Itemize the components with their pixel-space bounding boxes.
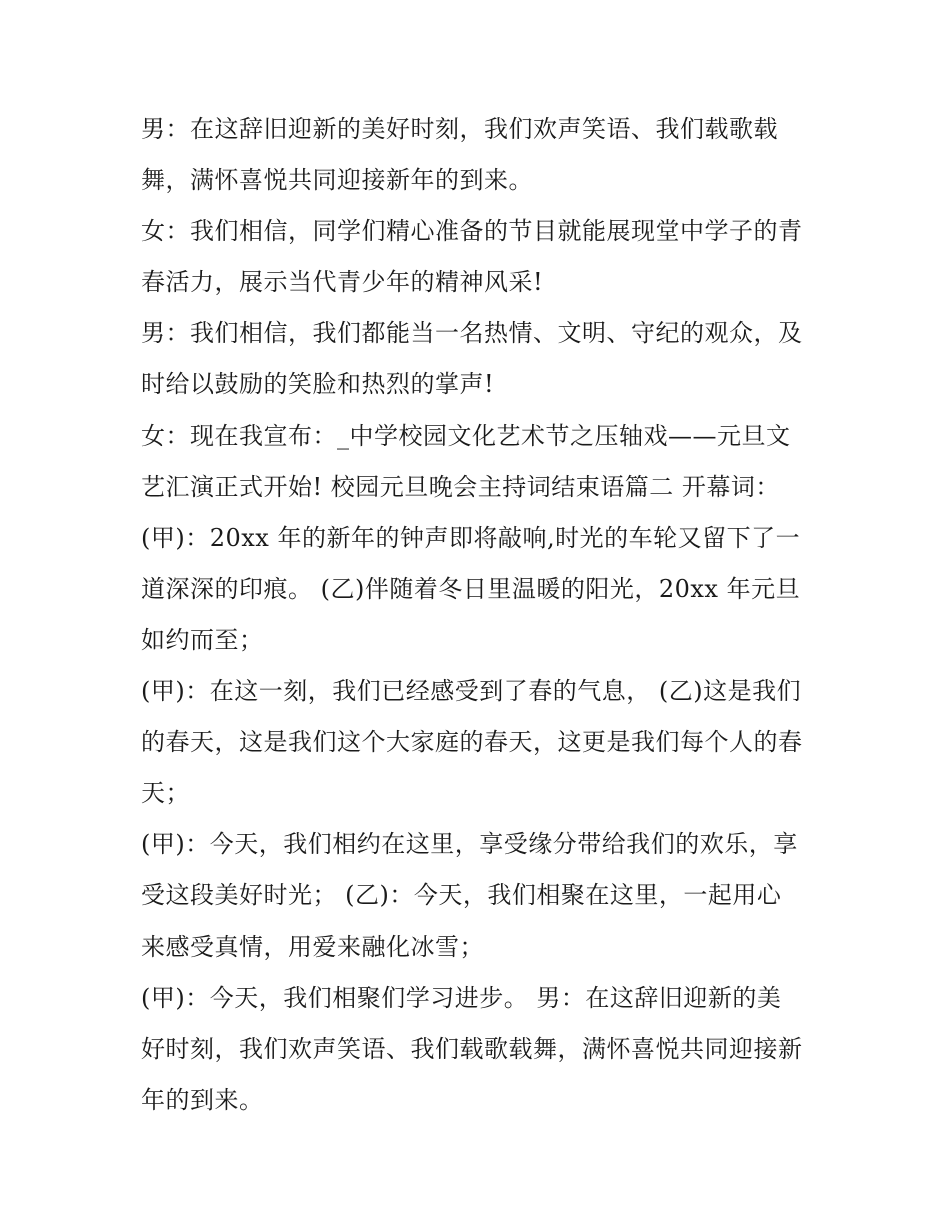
text-line: 春活力，展示当代青少年的精神风采! bbox=[141, 268, 544, 297]
text-line: 受这段美好时光； (乙)：今天，我们相聚在这里，一起用心 bbox=[141, 881, 782, 910]
text-line: (甲)：今天，我们相约在这里，享受缘分带给我们的欢乐，享 bbox=[141, 830, 798, 859]
text-line: (甲)：20xx 年的新年的钟声即将敲响,时光的车轮又留下了一 bbox=[141, 523, 801, 552]
text-line: 时给以鼓励的笑脸和热烈的掌声! bbox=[141, 370, 495, 399]
document-body bbox=[141, 104, 821, 1126]
text-line: 男：在这辞旧迎新的美好时刻，我们欢声笑语、我们载歌载 bbox=[141, 115, 778, 143]
text-line: 男：我们相信，我们都能当一名热情、文明、守纪的观众，及 bbox=[141, 319, 803, 348]
text-line: 道深深的印痕。 (乙)伴随着冬日里温暖的阳光，20xx 年元旦 bbox=[141, 574, 801, 603]
text-line: 艺汇演正式开始! 校园元旦晚会主持词结束语篇二 开幕词： bbox=[141, 472, 780, 501]
text-line: 年的到来。 bbox=[141, 1085, 264, 1114]
text-line: (甲)：今天，我们相聚们学习进步。 男：在这辞旧迎新的美 bbox=[141, 983, 782, 1012]
text-line: 如约而至； bbox=[141, 625, 264, 654]
text-line: 的春天，这是我们这个大家庭的春天，这更是我们每个人的春 bbox=[141, 728, 803, 757]
text-line: (甲)：在这一刻，我们已经感受到了春的气息， (乙)这是我们 bbox=[141, 677, 802, 706]
text-line: 好时刻，我们欢声笑语、我们载歌载舞，满怀喜悦共同迎接新 bbox=[141, 1034, 803, 1063]
text-line: 女：我们相信，同学们精心准备的节目就能展现堂中学子的青 bbox=[141, 217, 803, 246]
text-line: 来感受真情，用爱来融化冰雪； bbox=[141, 932, 484, 961]
text-line: 天； bbox=[141, 779, 190, 808]
text-line: 女：现在我宣布：_中学校园文化艺术节之压轴戏——元旦文 bbox=[141, 421, 791, 450]
text-line: 舞，满怀喜悦共同迎接新年的到来。 bbox=[141, 166, 533, 195]
